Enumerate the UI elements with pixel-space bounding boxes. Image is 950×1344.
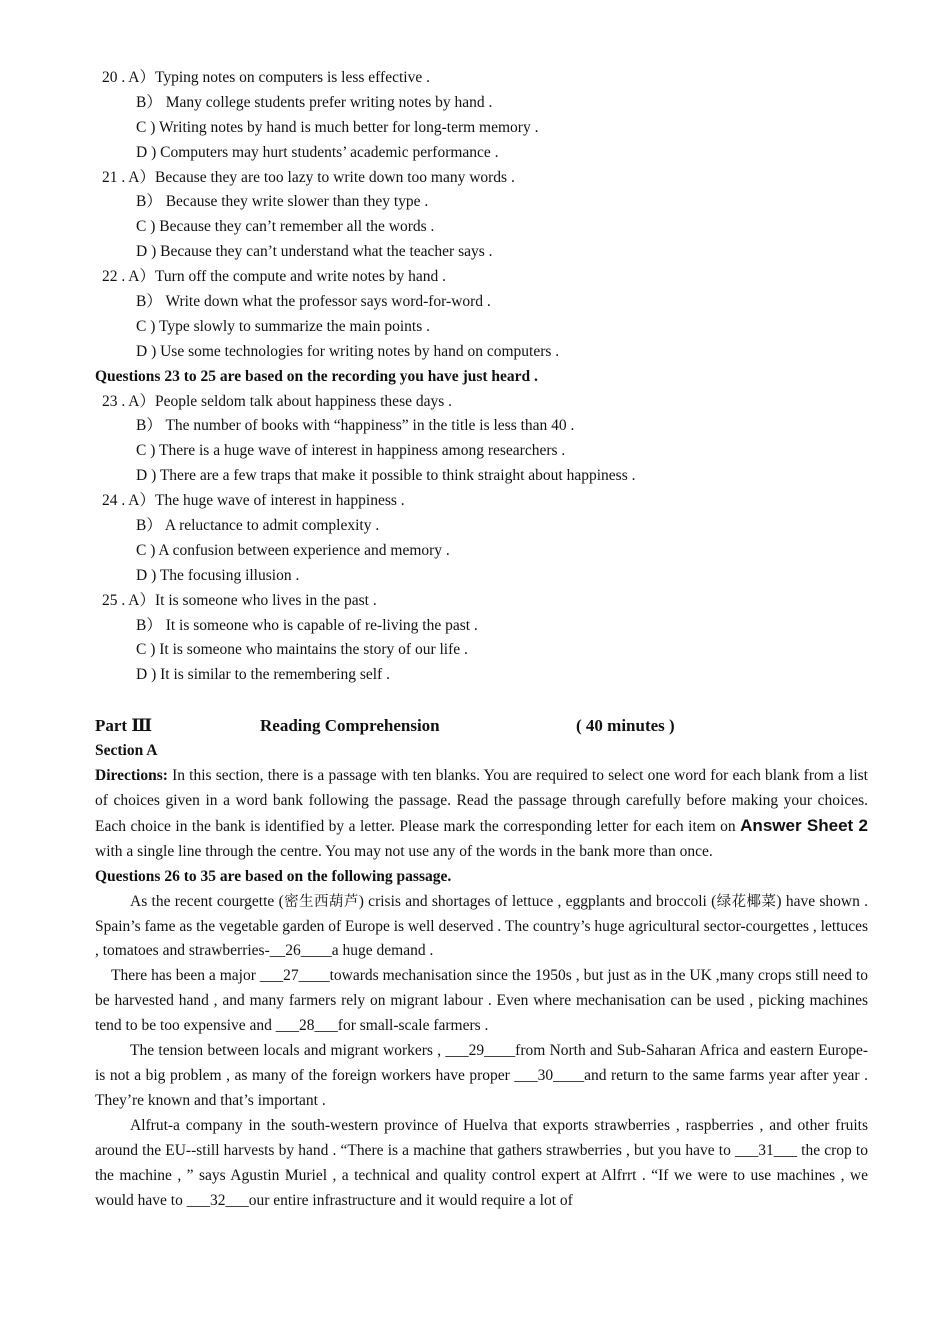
passage-text: The tension between locals and migrant workers , xyxy=(130,1042,446,1060)
passage-text: a huge demand . xyxy=(331,942,434,960)
passage-text: and return to the same farms year after year . They’re known and that’s important . xyxy=(95,1067,868,1109)
option-text: Type slowly to summarize the main points . xyxy=(158,317,430,335)
option-text: The focusing illusion . xyxy=(159,566,300,584)
option-21-c xyxy=(95,215,868,240)
option-text: It is someone who lives in the past . xyxy=(154,591,377,609)
option-24-b xyxy=(95,514,868,539)
answer-sheet-emphasis: Answer Sheet 2 xyxy=(740,815,868,835)
option-text: Because they are too lazy to write down too many words . xyxy=(154,168,515,186)
option-25-b xyxy=(95,614,868,639)
option-text: It is someone who maintains the story of our life . xyxy=(159,641,468,659)
option-label: B） xyxy=(136,293,162,311)
passage-paragraph-3 xyxy=(95,1039,868,1114)
chinese-gloss: 绿花椰菜 xyxy=(716,893,777,910)
option-text: Write down what the professor says word-for-word . xyxy=(165,293,491,311)
option-label: B） xyxy=(136,517,162,535)
option-label: C ) xyxy=(136,442,156,460)
passage-text: Alfrut-a company in the south-western province of Huelva that exports strawberries , raspberries , and other fruits around the EU--still harvests by hand . “There is a machine that gathers strawberries , but you have to xyxy=(95,1116,868,1159)
passage-paragraph-2 xyxy=(95,964,868,1039)
option-label: D ) xyxy=(136,143,157,161)
option-text: Writing notes by hand is much better for long-term memory . xyxy=(158,118,539,136)
option-text: Typing notes on computers is less effective . xyxy=(154,69,430,86)
question-20 xyxy=(95,66,868,166)
option-21-d xyxy=(95,240,868,265)
passage-heading: Questions 26 to 35 are based on the following passage. xyxy=(95,867,452,885)
passage-text: our entire infrastructure and it would require a lot of xyxy=(248,1191,573,1209)
questions-group-heading: Questions 23 to 25 are based on the recording you have just heard . xyxy=(95,367,538,385)
option-label: D ) xyxy=(136,566,157,584)
passage-paragraph-4 xyxy=(95,1114,868,1214)
option-text: Because they can’t remember all the words . xyxy=(159,218,435,236)
option-text: Computers may hurt students’ academic performance . xyxy=(160,143,499,161)
option-label: B） xyxy=(136,193,162,211)
passage-text: As the recent courgette ( xyxy=(130,892,284,910)
option-label: A） xyxy=(128,168,155,186)
option-text: Many college students prefer writing notes by hand . xyxy=(165,93,493,111)
question-number: 20 . xyxy=(102,69,126,86)
part-label: Part Ⅲ xyxy=(95,716,153,736)
option-24-d xyxy=(95,564,868,589)
option-label: D ) xyxy=(136,243,157,261)
option-20-d xyxy=(95,141,868,166)
option-25-c xyxy=(95,638,868,663)
option-text: It is similar to the remembering self . xyxy=(160,666,390,684)
option-label: A） xyxy=(128,268,155,286)
question-number: 21 . xyxy=(102,168,126,186)
passage-text: for small-scale farmers . xyxy=(337,1017,489,1035)
option-label: A） xyxy=(128,492,155,510)
option-23-d xyxy=(95,464,868,489)
option-label: B） xyxy=(136,93,162,111)
question-24 xyxy=(95,489,868,589)
option-20-b xyxy=(95,91,868,116)
document-page xyxy=(95,66,868,1213)
passage-paragraph-1 xyxy=(95,890,868,965)
option-text: There are a few traps that make it possible to think straight about happiness . xyxy=(159,467,636,485)
passage-text: ) have shown . Spain’s fame as the vegetable garden of Europe is well deserved . The country’s huge agricultural sector-courgettes , lettuces , tomatoes and strawberries- xyxy=(95,892,869,960)
option-23-b xyxy=(95,414,868,439)
blank-27: ___27____ xyxy=(259,967,330,985)
option-24-a xyxy=(95,489,868,514)
option-22-c xyxy=(95,315,868,340)
option-text: The huge wave of interest in happiness . xyxy=(154,492,405,510)
option-23-a xyxy=(95,390,868,415)
passage-text: from North and Sub-Saharan Africa and eastern Europe-is not a big problem , as many of the foreign workers have proper xyxy=(95,1042,868,1085)
blank-31: ___31___ xyxy=(735,1141,798,1159)
option-label: C ) xyxy=(136,641,156,659)
option-21-b xyxy=(95,190,868,215)
part-time: ( 40 minutes ) xyxy=(576,716,675,736)
option-label: C ) xyxy=(136,218,156,236)
option-text: The number of books with “happiness” in the title is less than 40 . xyxy=(165,417,575,435)
blank-32: ___32___ xyxy=(186,1191,249,1209)
option-label: B） xyxy=(136,417,162,435)
section-spacer xyxy=(95,688,868,713)
part-title: Reading Comprehension xyxy=(260,716,440,736)
option-label: A） xyxy=(128,69,155,86)
blank-29: ___29____ xyxy=(445,1042,516,1060)
option-23-c xyxy=(95,439,868,464)
option-label: C ) xyxy=(136,118,156,136)
blank-26: __26____ xyxy=(269,942,332,960)
option-text: It is someone who is capable of re-living the past . xyxy=(165,616,478,634)
chinese-gloss: 密生西葫芦 xyxy=(283,893,359,910)
option-label: B） xyxy=(136,616,162,634)
option-text: A reluctance to admit complexity . xyxy=(164,517,380,535)
option-label: A） xyxy=(128,591,155,609)
directions-text: In this section, there is a passage with ten blanks. You are required to select one word for each blank from a list of choices given in a word bank following the passage. Read the passage through carefully before making your choices. Each choice in the bank is identified by a letter. Please mark the corresponding letter for each item on xyxy=(95,767,868,835)
passage-text: towards mechanisation since the 1950s , but just as in the UK ,many crops still need to be harvested hand , and many farmers rely on migrant labour . Even where mechanisation can be used , picking machines tend to be too expensive and xyxy=(95,967,869,1035)
directions-text: with a single line through the centre. You may not use any of the words in the bank more than once. xyxy=(95,842,713,860)
question-22 xyxy=(95,265,868,365)
section-heading: Section A xyxy=(95,742,158,760)
option-22-a xyxy=(95,265,868,290)
option-text: Use some technologies for writing notes by hand on computers . xyxy=(160,342,560,360)
question-21 xyxy=(95,166,868,266)
option-25-a xyxy=(95,589,868,614)
option-24-c xyxy=(95,539,868,564)
blank-30: ___30____ xyxy=(514,1067,585,1085)
question-number: 22 . xyxy=(102,268,126,286)
option-label: D ) xyxy=(136,666,157,684)
option-22-d xyxy=(95,340,868,365)
option-22-b xyxy=(95,290,868,315)
directions xyxy=(95,764,868,865)
option-21-a xyxy=(95,166,868,191)
option-label: C ) xyxy=(136,541,156,559)
option-label: A） xyxy=(128,392,155,410)
option-label: D ) xyxy=(136,342,157,360)
option-label: D ) xyxy=(136,467,157,485)
option-text: Because they write slower than they type . xyxy=(165,193,429,211)
passage-text: There has been a major xyxy=(111,967,260,985)
passage-text: the crop to the machine , ” says Agustin Muriel , a technical and quality control expert at Alfrrt . “If we were to use machines , we would have to xyxy=(95,1141,868,1209)
option-20-a xyxy=(95,66,868,91)
question-23 xyxy=(95,390,868,490)
blank-28: ___28___ xyxy=(275,1017,338,1035)
question-25 xyxy=(95,589,868,689)
option-20-c xyxy=(95,116,868,141)
directions-label: Directions: xyxy=(95,767,168,785)
question-number: 24 . xyxy=(102,492,126,510)
option-text: Because they can’t understand what the teacher says . xyxy=(160,243,493,261)
question-number: 23 . xyxy=(102,392,126,410)
option-25-d xyxy=(95,663,868,688)
passage-text: ) crisis and shortages of lettuce , eggplants and broccoli ( xyxy=(358,892,717,910)
option-text: A confusion between experience and memory . xyxy=(158,541,450,559)
question-number: 25 . xyxy=(102,591,126,609)
part-heading xyxy=(95,713,868,739)
option-text: People seldom talk about happiness these days . xyxy=(154,392,453,410)
option-text: Turn off the compute and write notes by hand . xyxy=(154,268,446,286)
option-text: There is a huge wave of interest in happiness among researchers . xyxy=(158,442,566,460)
option-label: C ) xyxy=(136,317,156,335)
